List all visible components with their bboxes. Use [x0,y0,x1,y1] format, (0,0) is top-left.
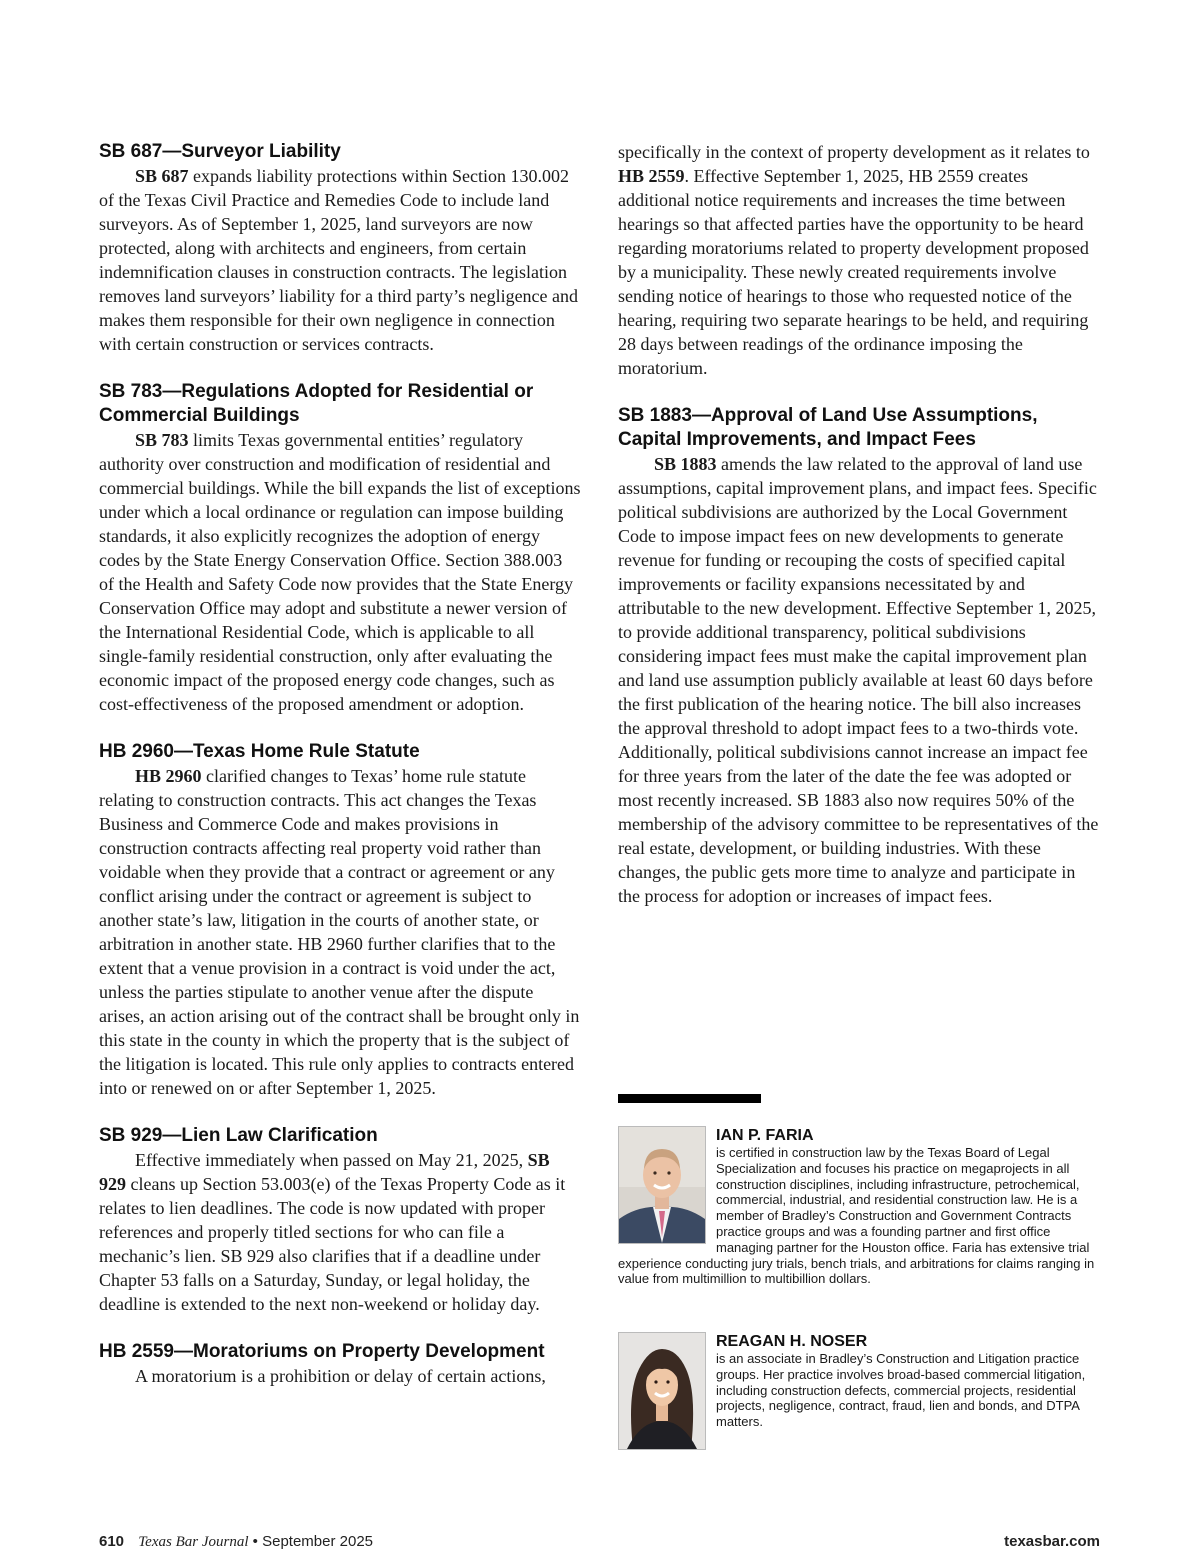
journal-title: Texas Bar Journal [138,1534,249,1550]
author-description: is certified in construction law by the Texas Board of Legal Specialization and focuses his practice on megaprojects in all construction disciplines, including infrastructure, petrochemical, commercial, industrial, and residential construction law. He is a member of Bradley’s Construction and Government Contracts practice groups and was a founding partner and first office managing partner for the Houston office. Faria has extensive trial experience conducting jury trials, bench trials, and arbitrations for claims ranging in value from multimillion to multibillion dollars. [618,1145,1095,1287]
section-sb687 [99,140,581,356]
section-sb1883 [618,404,1100,908]
author-name: IAN P. FARIA [716,1127,814,1144]
section-heading: SB 929—Lien Law Clarification [99,1125,378,1146]
body-text: limits Texas governmental entities’ regulatory authority over construction and modification of residential and commercial buildings. While the bill expands the list of exceptions under which a local ordinance or regulation can impose building standards, it also explicitly recognizes the adoption of energy codes by the State Energy Conservation Office. Section 388.003 of the Health and Safety Code now provides that the State Energy Conservation Office may adopt and substitute a newer version of the International Residential Code, which is applicable to all single-family residential construction, only after evaluating the economic impact of the proposed energy code changes, such as cost-effectiveness of the proposed amendment or adoption. [99,430,581,714]
body-text: cleans up Section 53.003(e) of the Texas Property Code as it relates to lien deadlines. The code is now updated with proper references and properly titled sections for who can file a mechanic’s lien. SB 929 also clarifies that if a deadline under Chapter 53 falls on a Saturday, Sunday, or legal holiday, the deadline is extended to the next non-weekend or holiday day. [99,1174,566,1314]
body-text: Effective immediately when passed on May 21, 2025, [135,1150,528,1170]
author-bio-ian-faria [618,1126,1100,1287]
body-text: . Effective September 1, 2025, HB 2559 creates additional notice requirements and increases the time between hearings so that affected parties have the opportunity to be heard regarding moratoriums related to property development proposed by a municipality. These newly created requirements involve sending notice of hearings to those who requested notice of the hearing, requiring two separate hearings to be held, and requiring 28 days between readings of the ordinance imposing the moratorium. [618,166,1089,378]
section-heading: SB 783—Regulations Adopted for Residential or Commercial Buildings [99,381,534,426]
section-hb2559 [99,1340,581,1388]
page-footer [99,1533,1100,1555]
body-text: expands liability protections within Section 130.002 of the Texas Civil Practice and Remedies Code to include land surveyors. As of September 1, 2025, land surveyors are now protected, along with architects and engineers, from certain indemnification clauses in construction contracts. The legislation removes land surveyors’ liability for a third party’s negligence and makes them responsible for their own negligence in connection with certain construction or services contracts. [99,166,579,354]
section-hb2559-continued [618,140,1100,380]
footer-bullet: • [252,1533,258,1550]
bill-number: SB 929 [99,1150,550,1194]
body-text: amends the law related to the approval of land use assumptions, capital improvement plans, and impact fees. Specific political subdivisions are authorized by the Local Government Code to impose impact fees on new developments to generate revenue for funding or recouping the costs of specified capital improvements or facility expansions necessitated by and attributable to the new development. Effective September 1, 2025, to provide additional transparency, political subdivisions considering impact fees must make the capital improvement plan and land use assumption publicly available at least 60 days before the first publication of the hearing notice. The bill also increases the approval threshold to adopt impact fees to a two-thirds vote. Additionally, political subdivisions cannot increase an impact fee for three years from the later of the date the fee was adopted or most recently increased. SB 1883 also now requires 50% of the membership of the advisory committee to be representatives of the real estate, development, or building industries. With these changes, the public gets more time to analyze and participate in the process for adoption or increases of impact fees. [618,454,1099,906]
body-text: clarified changes to Texas’ home rule statute relating to construction contracts. This act changes the Texas Business and Commerce Code and makes provisions in construction contracts affecting real property void rather than voidable when they provide that a contract or agreement or any conflict arising under the contract or agreement is subject to another state’s law, litigation in the courts of another state, or arbitration in another state. HB 2960 further clarifies that to the extent that a venue provision in a contract is void under the act, unless the parties stipulate to another venue after the dispute arises, an action arising out of the contract shall be brought only in this state in the county in which the property that is the subject of the litigation is located. This rule only applies to contracts entered into or renewed on or after September 1, 2025. [99,766,580,1098]
author-photo [618,1332,706,1450]
page-number: 610 [99,1533,125,1550]
section-sb929 [99,1124,581,1316]
section-heading: HB 2559—Moratoriums on Property Development [99,1341,545,1362]
section-body [99,164,581,356]
author-photo [618,1126,706,1244]
bill-number: SB 1883 [654,454,717,474]
author-divider-rule [618,1094,761,1103]
author-name: REAGAN H. NOSER [716,1333,868,1350]
issue-date: September 2025 [262,1533,374,1550]
right-column [618,140,1100,932]
author-description: is an associate in Bradley’s Construction and Litigation practice groups. Her practice involves broad-based commercial litigation, including construction defects, commercial projects, residential projects, negligence, contract, fraud, lien and bonds, and DTPA matters. [716,1351,1086,1430]
section-heading: SB 687—Surveyor Liability [99,141,341,162]
left-column [99,140,581,1412]
section-body [618,452,1100,908]
section-body [99,1148,581,1316]
bill-number: SB 687 [135,166,189,186]
section-hb2960 [99,740,581,1100]
section-heading: HB 2960—Texas Home Rule Statute [99,741,420,762]
section-heading: SB 1883—Approval of Land Use Assumptions, Capital Improvements, and Impact Fees [618,405,1038,450]
section-body [99,428,581,716]
bill-number: HB 2559 [618,166,685,186]
body-text: specifically in the context of property development as it relates to [618,142,1090,162]
footer-website-link[interactable]: texasbar.com [1004,1533,1100,1550]
headshot-woman-icon [619,1333,705,1449]
author-bio-reagan-noser [618,1332,1100,1452]
bill-number: SB 783 [135,430,189,450]
bill-number: HB 2960 [135,766,202,786]
footer-left [99,1533,373,1551]
section-sb783 [99,380,581,716]
section-body [618,140,1100,380]
headshot-man-icon [619,1127,705,1243]
section-body: A moratorium is a prohibition or delay of certain actions, [135,1366,546,1386]
section-body [99,764,581,1100]
